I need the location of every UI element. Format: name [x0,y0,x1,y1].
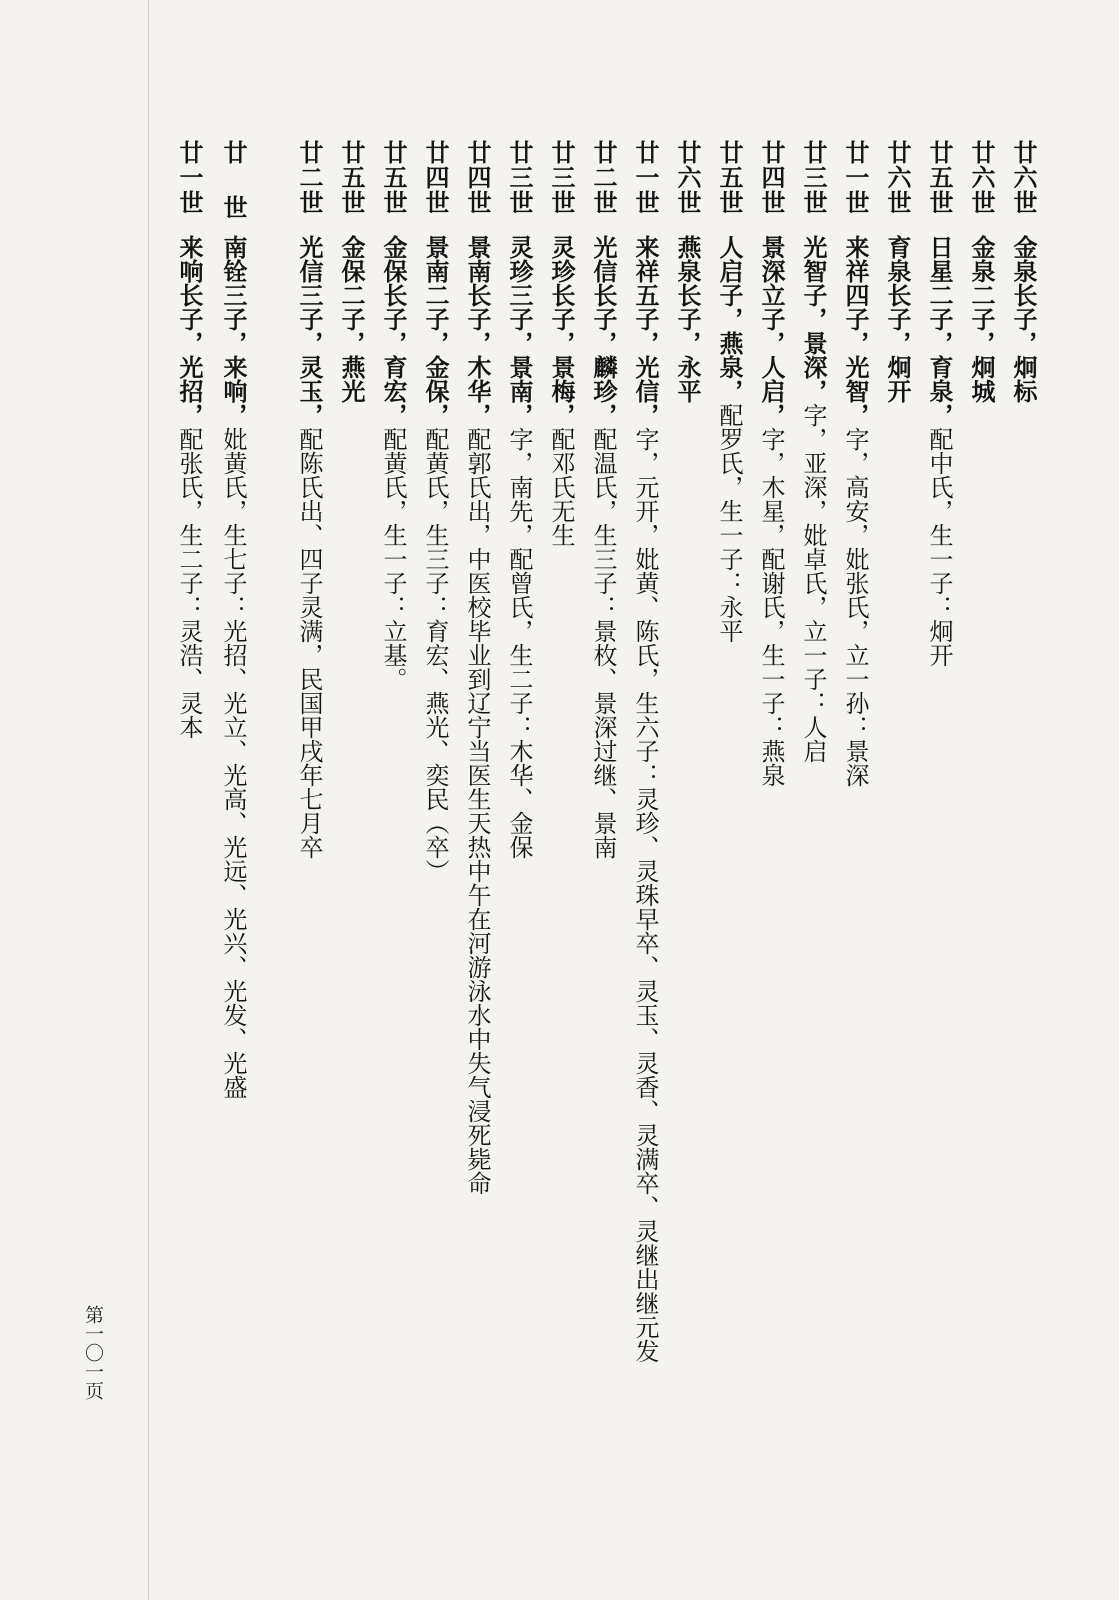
entry-body [753,235,789,787]
entry-body [171,235,207,739]
entry-text: 字，元开，妣黄、陈氏，生六子：灵珍、灵珠早卒、灵玉、灵香、灵满卒、灵继出继元发 [631,427,659,1363]
generation-label: 廿三世 [547,140,576,215]
entry-body [669,235,705,403]
entry-lead: 金泉长子，炯标 [1009,235,1038,403]
generation-label: 廿三世 [505,140,534,215]
generation-label: 廿三世 [799,140,828,215]
entry-body [543,235,579,547]
genealogy-entry-12 [541,140,581,547]
entry-body [215,235,251,1099]
entry-lead: 来祥四子，光智， [841,235,870,427]
entry-lead: 金保二子，燕光 [337,235,366,403]
entry-body [291,235,327,859]
binding-edge-line [148,0,149,1600]
entry-body [459,235,495,1195]
entry-text: 配黄氏，生三子：育宏、燕光、奕民（卒） [421,427,449,883]
page-number: 第一〇一页 [82,1305,104,1400]
genealogy-entry-3 [919,140,959,667]
generation-label: 廿六世 [1009,140,1038,215]
generation-label: 廿四世 [421,140,450,215]
entry-lead: 景南二子，金保， [421,235,450,427]
entry-lead: 光智子，景深， [799,235,828,403]
entry-body [375,235,411,691]
genealogy-entry-2 [961,140,1001,403]
genealogy-entry-7 [751,140,791,787]
generation-label: 廿五世 [925,140,954,215]
generation-label: 廿四世 [757,140,786,215]
entry-lead: 光信长子，麟珍， [589,235,618,427]
genealogy-entry-14 [457,140,497,1195]
entry-text: 字，亚深，妣卓氏，立一子：人启 [799,403,827,763]
entry-text: 配郭氏出，中医校毕业到辽宁当医生天热中午在河游泳水中失气浸死毙命 [463,427,491,1195]
generation-label: 廿二世 [295,140,324,215]
entry-text: 妣黄氏，生七子：光招、光立、光高、光远、光兴、光发、光盛 [219,427,247,1099]
genealogy-entry-5 [835,140,875,787]
entry-lead: 景深立子，人启， [757,235,786,427]
entry-body [417,235,453,883]
generation-label: 廿一世 [631,140,660,215]
entry-lead: 金保长子，育宏， [379,235,408,427]
entry-lead: 金泉二子，炯城 [967,235,996,403]
generation-label: 廿四世 [463,140,492,215]
entry-lead: 日星二子，育泉， [925,235,954,427]
genealogy-entry-9 [667,140,707,403]
entry-lead: 育泉长子，炯开 [883,235,912,403]
generation-label: 廿五世 [379,140,408,215]
genealogy-entry-19 [213,140,253,1099]
generation-label: 廿五世 [715,140,744,215]
generation-label: 廿一世 [175,140,204,215]
entry-text: 配中氏，生一子：炯开 [925,427,953,667]
entry-body [711,235,747,643]
entry-lead: 南铨三子，来响， [219,235,248,427]
genealogy-entry-17 [331,140,371,403]
generation-label: 廿五世 [337,140,366,215]
entry-text: 配罗氏，生一子：永平 [715,403,743,643]
entry-text: 字，高安，妣张氏，立一孙：景深 [841,427,869,787]
genealogy-entry-8 [709,140,749,643]
genealogy-entry-6 [793,140,833,763]
entry-text: 字，木星，配谢氏，生一子：燕泉 [757,427,785,787]
entry-body [963,235,999,403]
entry-lead: 燕泉长子，永平 [673,235,702,403]
entry-text: 配张氏，生二子：灵浩、灵本 [175,427,203,739]
entry-text: 配温氏，生三子：景枚、景深过继、景南 [589,427,617,859]
generation-label: 廿 世 [219,140,248,220]
genealogy-entry-4 [877,140,917,403]
genealogy-entry-20 [169,140,209,739]
generation-label: 廿二世 [589,140,618,215]
entry-lead: 景南长子，木华， [463,235,492,427]
entry-text: 配陈氏出、四子灵满，民国甲戌年七月卒 [295,427,323,859]
entry-text: 配邓氏无生 [547,427,575,547]
entry-body [627,235,663,1363]
entry-lead: 灵珍三子，景南， [505,235,534,427]
generation-label: 廿六世 [967,140,996,215]
entry-body [921,235,957,667]
entry-body [879,235,915,403]
entry-body [585,235,621,859]
genealogy-entry-16 [373,140,413,691]
entry-body [837,235,873,787]
generation-label: 廿一世 [841,140,870,215]
entry-lead: 来响长子，光招， [175,235,204,427]
entry-body [1005,235,1041,403]
entry-lead: 光信三子，灵玉， [295,235,324,427]
entry-body [333,235,369,403]
entry-lead: 人启子，燕泉， [715,235,744,403]
entry-lead: 来祥五子，光信， [631,235,660,427]
genealogy-entry-11 [583,140,623,859]
generation-label: 廿六世 [883,140,912,215]
entry-lead: 灵珍长子，景梅， [547,235,576,427]
genealogy-entry-18 [289,140,329,859]
genealogy-entry-1 [1003,140,1043,403]
genealogy-entry-10 [625,140,665,1363]
entry-body [795,235,831,763]
genealogy-entry-13 [499,140,539,859]
entry-body [501,235,537,859]
genealogy-entry-15 [415,140,455,883]
generation-label: 廿六世 [673,140,702,215]
entry-text: 字，南先，配曾氏，生二子：木华、金保 [505,427,533,859]
entry-text: 配黄氏，生一子：立基。 [379,427,407,691]
